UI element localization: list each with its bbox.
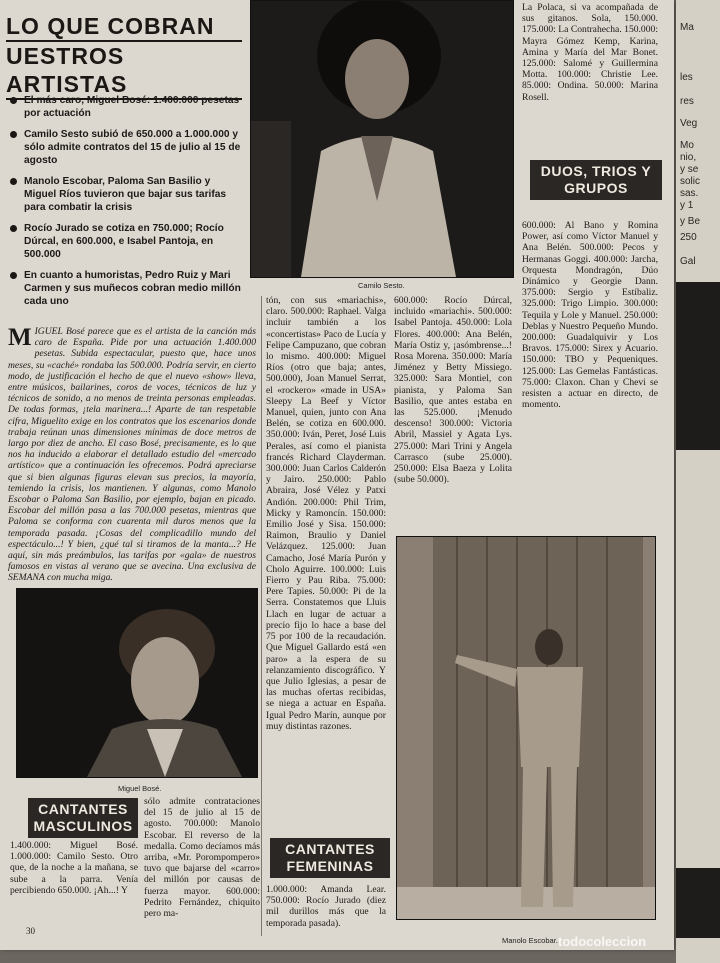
- femeninas-text: 1.000.000: Amanda Lear. 750.000: Rocío Jurado (diez mil durillos más que la temporada pasada).: [266, 884, 386, 929]
- female-singers-column: 600.000: Rocío Dúrcal, incluido «mariachi». 500.000: Isabel Pantoja. 450.000: Lola Flores. 400.000: Ana Belén, María Ostiz y, ¡asómbrense...! Rosa Morena. 350.000: María Jiménez y Betty Missiego. 325.000: Sara Montiel, con pianista, y Paloma San Basilio, que antes estaba en las 525.000. ¡Menudo descenso! 300.000: Victoria Abril, Massiel y Agata Lys. 275.000: Mari Trini y Angela Carrasco (sube 25.000). 250.000: Elsa Baeza y Lolita (sube 50.000).: [394, 295, 512, 486]
- caption-escobar: Manolo Escobar.: [502, 936, 558, 945]
- adjacent-text-fragment: Gal: [680, 256, 696, 267]
- adjacent-photo-edge: [676, 282, 720, 450]
- adjacent-text-fragment: sas.: [680, 188, 699, 199]
- drop-cap: M: [8, 324, 32, 351]
- miguel-bose-photo: [16, 588, 258, 778]
- masculinos-right-text: sólo admite contrataciones del 15 de julio al 15 de agosto. 700.000: Manolo Escobar. El reverso de la medalla. Como decíamos más arriba, «Mr. Porompompero» tuvo que bajarse del «carro» del millón por causas de fuerza mayor. 600.000: Pedrito Fernández, chiquito pero ma-: [144, 796, 260, 920]
- lead-text: IGUEL Bosé parece que es el artista de la canción más caro de España. Pide por una actuación 1.400.000 pesetas. Subida espectacular, puesto que, hace unos meses, su «caché» rondaba las 500.000. Podría servir, en cierto modo, de justificación el hecho de que el nuevo «show» lleva, entre músicos, bailarines, coros de voces, técnicos de luz y técnicos de sonido, a no menos de treinta personas empleadas. De todas formas, ¡tela marinera...! Aparte de tan respetable cifra, Miguelito exige en los contratos que los escenarios donde trabaja reúnan unas dimensiones mínimas de doce metros de largo por diez de ancho. El caso Bosé, precisamente, es lo que nos ha inducido a elaborar el detallado estudio del «mercado artístico» que a continuación les ofrecemos. Podrá apreciarse que si bien algunas figuras elevan sus precios, la mayoría, temiendo la crisis, los mantienen. Y algunas, como Manolo Escobar o Paloma San Basilio, por ejemplo, bajan en picado. Escobar del millón pasa a las 700.000 pesetas, mientras que Paloma se conforma con cuarenta mil duros menos que la temporada pasada. ¡Cosas del complicadillo mundo del espectáculo...! Y bien, ¿qué tal si tiramos de la manta...? He aquí, sin más preámbulos, las tarifas por «gala» de nuestros famosos en vistas al verano que se avecina. Una exclusiva de SEMANA con mucha miga.: [8, 326, 256, 584]
- section-title-femeninas: CANTANTES FEMENINAS: [270, 838, 390, 878]
- duos-text: 600.000: Al Bano y Romina Power, así como Víctor Manuel y Ana Belén. 500.000: Pecos y Hermanas Goggi. 400.000: Jarcha, Orquesta Mondragón, Dúo Dinámico y Georgie Dann. 375.000: Sergio y Estíbaliz. 325.000: Trigo Limpio. 300.000: Tequila y Lole y Manuel. 250.000: Deblas y Nuestro Pequeño Mundo. 200.000: Guadalquivir y Los Bravos. 175.000: Sirex y Acuario. 150.000: TBO y Pequeniques. 125.000: Las Gemelas Fantásticas. 75.000: Claxon. Chan y Chevi se resisten a actuar en directo, de momento.: [522, 220, 658, 411]
- lead-paragraph: [8, 326, 256, 584]
- caption-camilo: Camilo Sesto.: [358, 281, 405, 290]
- adjacent-text-fragment: y Be: [680, 216, 701, 227]
- adjacent-text-fragment: y 1: [680, 200, 694, 211]
- adjacent-text-fragment: res: [680, 96, 694, 107]
- adjacent-text-fragment: Ma: [680, 22, 694, 33]
- bullet-item: Rocío Jurado se cotiza en 750.000; Rocío Dúrcal, en 600.000, e Isabel Pantoja, en 500.000: [10, 222, 242, 261]
- adjacent-photo-edge: [676, 868, 720, 938]
- adjacent-text-fragment: nio,: [680, 152, 697, 163]
- adjacent-text-fragment: y se: [680, 164, 699, 175]
- column-rule: [261, 296, 262, 936]
- section-title-duos: DUOS, TRIOS Y GRUPOS: [530, 160, 662, 200]
- page-number: 30: [26, 926, 35, 936]
- portrait-illustration: [397, 537, 655, 919]
- male-singers-column: tón, con sus «mariachis», claro. 500.000: Raphael. Valga incluir también a los «concertistas» Paco de Lucía y Felipe Campuzano, que cobran lo mismo. 400.000: Miguel Ríos (otro que baja; antes, 500.000), Joan Manuel Serrat, el «rockero» «made in USA» Sleepy La Beef y Víctor Manuel, quien, junto con Ana Belén, se cotiza en 600.000. 350.000: Iván, Peret, José Luis Perales, así como el pianista francés Richard Clayderman. 300.000: Juan Carlos Calderón y Jairo. 250.000: Pablo Abraira, José Vélez y Patxi Andión. 200.000: Phil Trim, Micky y Ramoncín. 150.000: Emilio José y Sisa. 150.000: Raimon, Braulio y Daniel Velázquez. 125.000: Juan Camacho, José María Purón y Cholo Aguirre. 100.000: Luis Fierro y Pau Riba. 75.000: Pere Tapies. 50.000: Pi de la Serra. Constatemos que Lluis Llach en lugar de actuar a precio fijo lo hace a base del 75 por 100 de la recaudación. Que Miguel Gallardo está «en paro» a la espera de su relanzamiento discográfico. Y que Julio Iglesias, a pesar de las muchas ofertas recibidas, se niega a actuar en España. Igual Pedro Marín, aunque por muy distintas razones.: [266, 295, 386, 732]
- bullet-list: [10, 94, 242, 316]
- adjacent-text-fragment: 250: [680, 232, 697, 243]
- caption-bose: Miguel Bosé.: [118, 784, 162, 793]
- portrait-illustration: [17, 589, 257, 777]
- camilo-sesto-photo: [250, 0, 514, 278]
- adjacent-page-edge: [676, 0, 720, 963]
- adjacent-text-fragment: Veg: [680, 118, 698, 129]
- headline-line2: UESTROS ARTISTAS: [6, 42, 242, 100]
- headline-line1: LO QUE COBRAN: [6, 12, 242, 42]
- bullet-item: El más caro, Miguel Bosé: 1.400.000 pesetas por actuación: [10, 94, 242, 120]
- bullet-item: Camilo Sesto subió de 650.000 a 1.000.000 y sólo admite contratos del 15 de julio al 15 de agosto: [10, 128, 242, 167]
- masculinos-left-text: 1.400.000: Miguel Bosé. 1.000.000: Camilo Sesto. Otro que, de la noche a la mañana, se sube a la parra. Venía percibiendo 650.000. ¡Ah...! Y: [10, 840, 138, 896]
- headline: [6, 12, 242, 100]
- watermark: todocoleccion: [558, 934, 647, 949]
- bullet-item: Manolo Escobar, Paloma San Basilio y Miguel Ríos tuvieron que bajar sus tarifas para combatir la crisis: [10, 175, 242, 214]
- right-column-top: La Polaca, si va acompañada de sus gitanos. Sola, 150.000. 175.000: La Contrahecha. 150.000: Mayra Gómez Kemp, Karina, Amina y María del Mar Bonet. 125.000: Salomé y Guillermina Motta. 100.000: Christie Lee. 85.000: Ondina. 50.000: Marina Rosell.: [522, 2, 658, 103]
- adjacent-text-fragment: Mo: [680, 140, 694, 151]
- bullet-item: En cuanto a humoristas, Pedro Ruiz y Mari Carmen y sus muñecos cobran medio millón cada uno: [10, 269, 242, 308]
- manolo-escobar-photo: [396, 536, 656, 920]
- portrait-illustration: [251, 1, 513, 277]
- section-title-masculinos: CANTANTES MASCULINOS: [28, 798, 138, 838]
- adjacent-text-fragment: solic: [680, 176, 701, 187]
- adjacent-text-fragment: les: [680, 72, 693, 83]
